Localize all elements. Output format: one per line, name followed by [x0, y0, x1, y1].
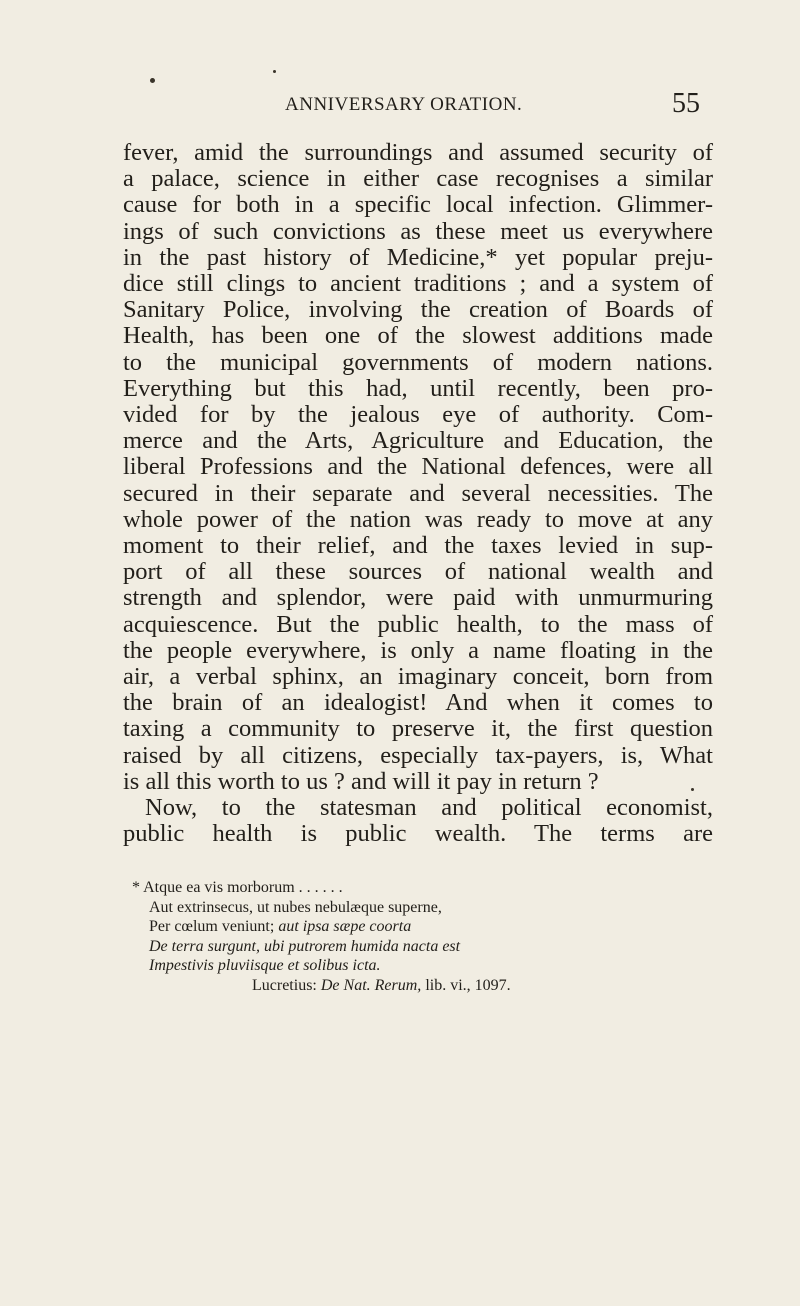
- body-line: strength and splendor, were paid with unmurmuring: [123, 584, 713, 612]
- body-line: taxing a community to preserve it, the first question: [123, 715, 713, 743]
- running-head-title: ANNIVERSARY ORATION.: [285, 94, 523, 115]
- page-number: 55: [672, 88, 700, 119]
- body-text: [123, 140, 713, 847]
- footnote-line: * Atque ea vis morborum . . . . . .: [132, 879, 343, 896]
- body-line: merce and the Arts, Agriculture and Education, the: [123, 427, 713, 455]
- body-line: cause for both in a specific local infection. Glimmer-: [123, 191, 713, 219]
- body-line: public health is public wealth. The terms are: [123, 820, 713, 848]
- body-line: whole power of the nation was ready to move at any: [123, 505, 713, 533]
- body-line: dice still clings to ancient traditions ; and a system of: [123, 270, 713, 298]
- body-line: vided for by the jealous eye of authority. Com-: [123, 401, 713, 429]
- body-line: acquiescence. But the public health, to the mass of: [123, 610, 713, 638]
- footnote-line: [132, 917, 692, 937]
- body-line: Health, has been one of the slowest additions made: [123, 322, 713, 350]
- body-line: in the past history of Medicine,* yet popular preju-: [123, 243, 713, 271]
- body-line: fever, amid the surroundings and assumed security of: [123, 139, 713, 166]
- ink-speck: [273, 70, 276, 73]
- attribution-author: Lucretius:: [252, 976, 321, 994]
- body-line: port of all these sources of national wealth and: [123, 558, 713, 586]
- ink-speck: [150, 78, 155, 83]
- body-line: the brain of an idealogist! And when it comes to: [123, 689, 713, 717]
- body-line: Everything but this had, until recently, been pro-: [123, 374, 713, 402]
- body-line: raised by all citizens, especially tax-payers, is, What: [123, 741, 713, 769]
- footnote-attribution: [132, 976, 692, 996]
- footnote-line-italic: aut ipsa sæpe coorta: [278, 918, 412, 935]
- body-line: ings of such convictions as these meet us everywhere: [123, 217, 713, 245]
- footnote-line: Aut extrinsecus, ut nubes nebulæque superne,: [149, 898, 442, 916]
- body-line: the people everywhere, is only a name floating in the: [123, 636, 713, 664]
- footnote-line: Impestivis pluviisque et solibus icta.: [149, 957, 381, 974]
- body-line: is all this worth to us ? and will it pay in return ?: [123, 767, 599, 795]
- body-line: air, a verbal sphinx, an imaginary conceit, born from: [123, 663, 713, 691]
- body-line: moment to their relief, and the taxes levied in sup-: [123, 532, 713, 560]
- body-line: a palace, science in either case recognises a similar: [123, 165, 713, 193]
- footnote: [132, 878, 692, 995]
- body-line: to the municipal governments of modern nations.: [123, 348, 713, 376]
- running-head: [0, 88, 800, 124]
- footnote-line-roman: Per cœlum veniunt;: [149, 918, 279, 935]
- body-line: liberal Professions and the National defences, were all: [123, 453, 713, 481]
- body-line: secured in their separate and several necessities. The: [123, 479, 713, 507]
- body-line: Sanitary Police, involving the creation of Boards of: [123, 296, 713, 324]
- body-line-paragraph-start: Now, to the statesman and political economist,: [145, 794, 713, 822]
- attribution-reference: lib. vi., 1097.: [421, 976, 511, 994]
- footnote-line: De terra surgunt, ubi putrorem humida nacta est: [149, 937, 461, 955]
- attribution-work: De Nat. Rerum,: [320, 976, 422, 994]
